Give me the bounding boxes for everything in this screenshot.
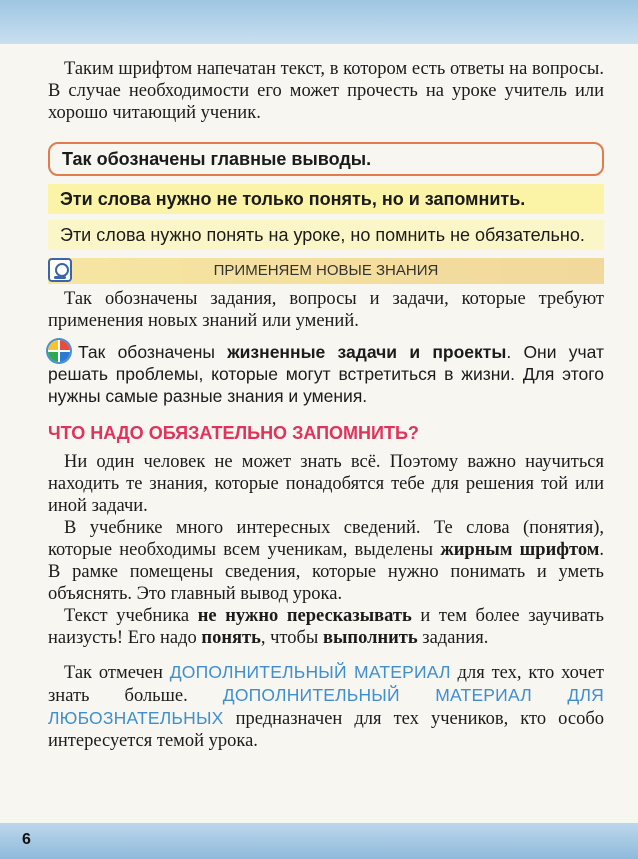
apply-description: Так обозначены задания, вопросы и задачи, которые требуют применения новых знаний или умений. bbox=[48, 289, 604, 331]
life-bold: жизненные задачи и проекты bbox=[227, 342, 507, 362]
memorize-highlight: Эти слова нужно не только понять, но и запомнить. bbox=[48, 184, 604, 214]
paragraph-textbook bbox=[48, 517, 604, 605]
apply-knowledge-label: ПРИМЕНЯЕМ НОВЫЕ ЗНАНИЯ bbox=[213, 262, 439, 279]
p3-text-1: В учебнике много интересных сведений. Те слова (понятия), которые необходимы всем ученикам, выделены bbox=[48, 518, 604, 560]
p4-bold-3: выполнить bbox=[322, 628, 418, 648]
life-text-1: Так обозначены bbox=[78, 342, 228, 362]
bottom-band bbox=[0, 823, 638, 859]
life-text-2: . Они учат решать проблемы, которые могут встретиться в жизни. Для этого нужны самые разные знания и умения. bbox=[48, 342, 605, 406]
section-heading: ЧТО НАДО ОБЯЗАТЕЛЬНО ЗАПОМНИТЬ? bbox=[48, 423, 419, 443]
p4-text-3: , чтобы bbox=[260, 628, 323, 648]
understand-highlight: Эти слова нужно понять на уроке, но помнить не обязательно. bbox=[48, 220, 604, 250]
page-number: 6 bbox=[22, 831, 31, 848]
paragraph-knowledge: Ни один человек не может знать всё. Поэтому важно научиться находить те знания, которые понадобятся тебе для решения той или иной задачи. bbox=[48, 452, 604, 516]
paragraph-extra-material bbox=[48, 661, 604, 752]
p4-text-2: и тем более заучивать наизусть! Его надо bbox=[48, 606, 604, 648]
life-tasks-icon bbox=[48, 340, 70, 362]
p5-text-2: для тех, кто хочет знать больше. bbox=[48, 663, 604, 706]
main-conclusion-box: Так обозначены главные выводы. bbox=[48, 142, 604, 176]
p5-text-3: предназначен для тех учеников, кто особо интересуется темой урока. bbox=[48, 709, 604, 751]
page-content bbox=[48, 58, 604, 752]
top-band bbox=[0, 0, 638, 44]
p4-bold-1: не нужно пересказывать bbox=[197, 606, 412, 626]
p4-bold-2: понять bbox=[201, 628, 261, 648]
p5-text-1: Так отмечен bbox=[64, 663, 170, 683]
p3-bold-1: жирным шрифтом bbox=[440, 540, 600, 560]
life-tasks-paragraph bbox=[48, 340, 604, 407]
paragraph-retell bbox=[48, 605, 604, 649]
p4-text-1: Текст учебника bbox=[64, 606, 198, 626]
intro-paragraph: Таким шрифтом напечатан текст, в котором есть ответы на вопросы. В случае необходимости его может прочесть на уроке учитель или хорошо читающий ученик. bbox=[48, 59, 604, 123]
apply-knowledge-banner bbox=[48, 258, 604, 284]
p5-blue-2: ДОПОЛНИТЕЛЬНЫЙ МАТЕРИАЛ ДЛЯ ЛЮБОЗНАТЕЛЬНЫХ bbox=[48, 685, 604, 728]
p4-text-4: задания. bbox=[417, 628, 489, 648]
p3-text-2: . В рамке помещены сведения, которые нужно понимать и уметь объяснять. Это главный вывод урока. bbox=[48, 540, 604, 604]
p5-blue-1: ДОПОЛНИТЕЛЬНЫЙ МАТЕРИАЛ bbox=[169, 662, 451, 682]
